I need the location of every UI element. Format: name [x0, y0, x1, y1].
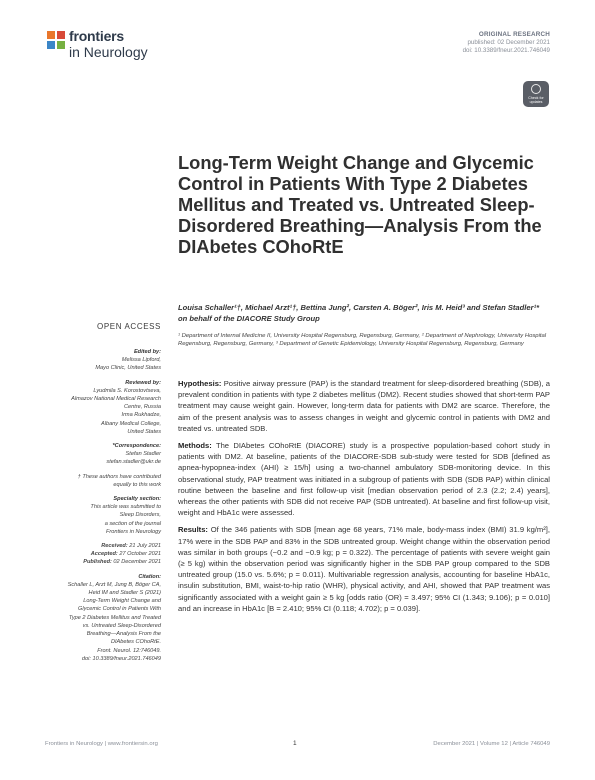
- results-text: Of the 346 patients with SDB [mean age 68 years, 71% male, body-mass index (BMI) 31.9 kg/m²], 17% were in the SDB PAP and 83% in the SDB untreated group. Weight change within the observation period was similar in both groups (−0.2 and −0.9 kg; p = 0.322). The percentage of patients with severe weight gain (≥ 5 kg) within the observation period was significantly higher in the SDB PAP group compared to the SDB untreated group (15.0 vs. 5.6%; p = 0.011). Multivariable regression analysis, accounting for baseline HbA1c, insulin substitution, BMI, waist-to-hip ratio (WHR), physical activity, and AHI, showed that PAP treatment was significantly associated with a weight gain ≥ 5 kg [odds ratio (OR) = 3.497; 95% CI (1.343; 9.106); p = 0.010] and an increase in HbA1c [B = 2.410; 95% CI (0.118; 4.702); p = 0.039].: [178, 525, 550, 613]
- hypothesis-label: Hypothesis:: [178, 379, 222, 388]
- correspondence-email[interactable]: stefan.stadler@ukr.de: [106, 459, 161, 466]
- citation-line: vs. Untreated Sleep-Disordered: [82, 622, 161, 629]
- accepted-date: Accepted: 27 October 2021: [90, 551, 161, 558]
- specialty-heading: Specialty section:: [113, 496, 161, 503]
- citation-line: Heid IM and Stadler S (2021): [88, 590, 161, 597]
- abstract-methods: [178, 440, 550, 518]
- frontiers-logo-icon: [45, 29, 67, 51]
- article-meta: [463, 31, 550, 56]
- published-date-sidebar: Published: 02 December 2021: [83, 559, 161, 566]
- citation-line: Front. Neurol. 12:746049.: [97, 647, 161, 654]
- published-date: published: 02 December 2021: [467, 39, 550, 47]
- edited-by-heading: Edited by:: [133, 349, 161, 355]
- reviewer-line: United States: [127, 428, 161, 435]
- abstract-results: [178, 524, 550, 614]
- methods-text: The DIAbetes COhoRtE (DIACORE) study is a prospective population-based cohort study in patients with DM2. At baseline, patients of the DIACORE-SDB sub-study were tested for SDB [defined as apnea-hypopnea-index (AHI) ≥ 15/h] using a two-channel ambulatory SDB-monitoring device. In this observational study, PAP treatment was initiated in a subgroup of patients with SDB (SDB PAP) within clinical routine between the baseline and first follow-up visit [median observation period of 2.3 (2.2; 2.4) years], whereas the other patients with SDB did not receive PAP (SDB untreated). At baseline and first follow-up visit, weight and HbA1c were assessed.: [178, 441, 550, 518]
- dates-block: [46, 542, 161, 567]
- citation-line: Long-Term Weight Change and: [83, 598, 161, 605]
- correspondence-name: Stefan Stadler: [125, 451, 161, 458]
- logo-journal-name: in Neurology: [69, 44, 148, 60]
- note-line: equally to this work: [113, 481, 161, 488]
- reviewer-line: Albany Medical College,: [100, 420, 161, 427]
- citation-doi[interactable]: doi: 10.3389/fneur.2021.746049: [81, 655, 161, 662]
- citation-line: Breathing—Analysis From the: [86, 631, 161, 638]
- hypothesis-text: Positive airway pressure (PAP) is the standard treatment for sleep-disordered breathing (SDB), a prevalent condition in patients with type 2 diabetes mellitus (DM2). Recent studies showed that short-term PAP treatment may cause weight gain. However, long-term data for patients with DM2 are scarce. Therefore, the aim of the present analysis was to assess changes in weight and glycemic control in patients with DM2 and treated vs. untreated SDB.: [178, 379, 550, 433]
- citation-heading: Citation:: [138, 573, 161, 580]
- abstract-hypothesis: [178, 378, 550, 434]
- received-date: Received: 21 July 2021: [101, 543, 161, 550]
- reviewer-line: Almazov National Medical Research: [71, 396, 161, 403]
- article-sidebar: [46, 342, 161, 663]
- footer-journal-link[interactable]: Frontiers in Neurology | www.frontiersin.org: [45, 741, 158, 747]
- citation-line: Glycemic Control in Patients With: [78, 606, 161, 613]
- editor-line: Melissa Lipford,: [121, 357, 161, 364]
- specialty-line: Frontiers in Neurology: [105, 528, 161, 535]
- equal-contribution-note: [46, 473, 161, 489]
- check-for-updates-badge[interactable]: [523, 81, 549, 107]
- page-number: 1: [293, 740, 297, 747]
- reviewer-line: Irma Rukhadze,: [121, 412, 161, 419]
- abstract: [178, 378, 550, 620]
- specialty-line: This article was submitted to: [90, 504, 161, 511]
- editor-line: Mayo Clinic, United States: [95, 365, 161, 372]
- citation-line: Schaller L, Arzt M, Jung B, Böger CA,: [67, 581, 161, 588]
- specialty-line: Sleep Disorders,: [119, 512, 161, 519]
- article-title: Long-Term Weight Change and Glycemic Control in Patients With Type 2 Diabetes Mellitus and Treated vs. Untreated Sleep-Disordered Breathing—Analysis From the DIAbetes COhoRtE: [178, 152, 542, 257]
- updates-label: Check for updates: [528, 96, 544, 104]
- updates-icon: [531, 84, 541, 94]
- correspondence-heading: *Correspondence:: [112, 443, 161, 450]
- doi-link[interactable]: doi: 10.3389/fneur.2021.746049: [462, 47, 550, 55]
- reviewer-line: Lyudmila S. Korostovtseva,: [93, 387, 161, 394]
- article-type: ORIGINAL RESEARCH: [478, 31, 550, 38]
- specialty-line: a section of the journal: [104, 520, 161, 527]
- results-label: Results:: [178, 525, 208, 535]
- note-line: † These authors have contributed: [77, 473, 161, 480]
- citation-line: DIAbetes COhoRtE.: [110, 639, 161, 646]
- methods-label: Methods:: [178, 441, 212, 451]
- reviewer-line: Centre, Russia: [124, 404, 161, 411]
- footer-issue-info: December 2021 | Volume 12 | Article 746049: [433, 741, 550, 747]
- reviewed-by-heading: Reviewed by:: [125, 379, 161, 386]
- affiliations: ¹ Department of Internal Medicine II, University Hospital Regensburg, Regensburg, Germany, ² Department of Nephrology, University Hospital Regensburg, Regensburg, Germany, ³ Department of Genetic Epidemiology, University Hospital Regensburg, Regensburg, Germany: [178, 333, 547, 348]
- open-access-label: OPEN ACCESS: [97, 322, 161, 331]
- author-list[interactable]: Louisa Schaller¹†, Michael Arzt¹†, Bettina Jung², Carsten A. Böger², Iris M. Heid³ and Stefan Stadler¹* on behalf of the DIACORE Study Group: [178, 303, 540, 323]
- citation-line: Type 2 Diabetes Mellitus and Treated: [68, 614, 161, 621]
- journal-logo[interactable]: [45, 27, 205, 63]
- logo-wordmark: frontiers: [69, 28, 124, 44]
